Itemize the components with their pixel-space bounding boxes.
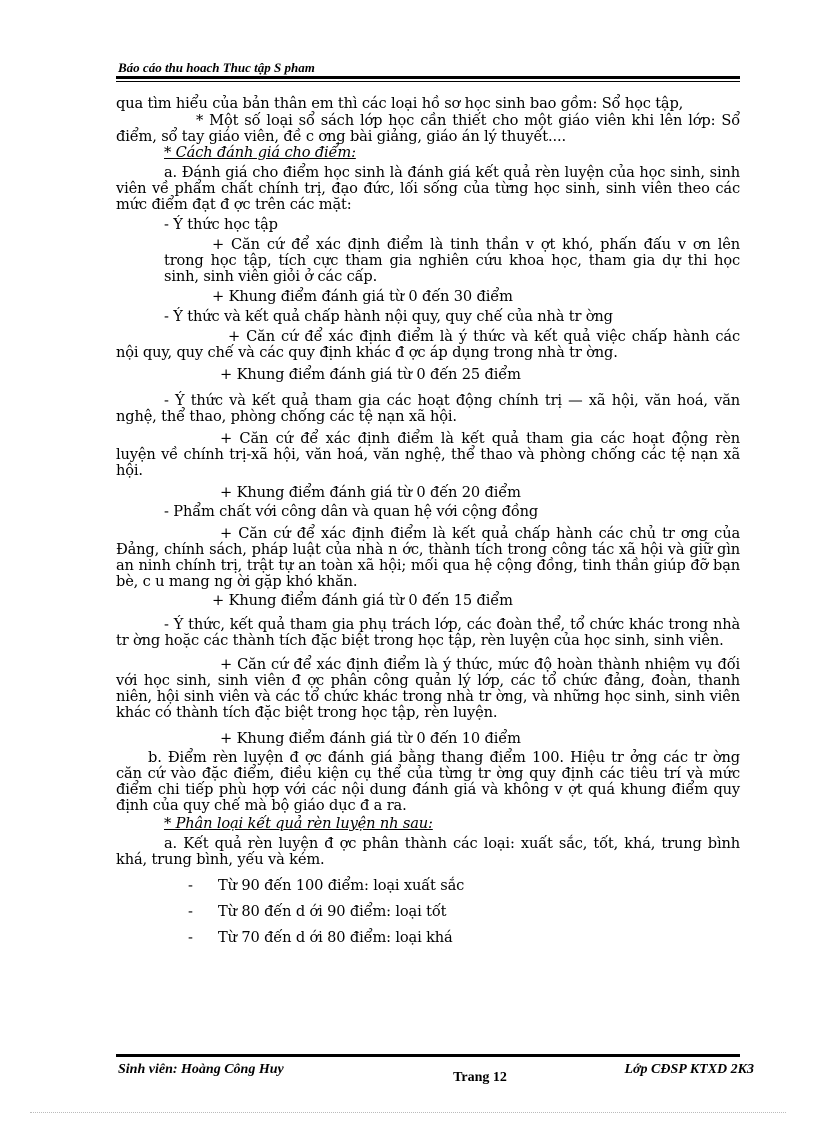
page-edge-dots [30, 1112, 786, 1113]
paragraph: * Một số loại sổ sách lớp học cần thiết cho một giáo viên khi lên lớp: Sổ điểm, sổ tay giáo viên, đề c ơng bài giảng, giáo án lý thuyết.... [116, 112, 740, 145]
criterion-basis: + Căn cứ để xác định điểm là ý thức và kết quả việc chấp hành các nội quy, quy chế và các quy định khác đ ợc áp dụng trong nhà tr ờng. [116, 328, 740, 361]
page-body [116, 96, 740, 946]
list-item-text: Từ 80 đến d ới 90 điểm: loại tốt [218, 903, 447, 920]
criterion-basis: + Căn cứ để xác định điểm là ý thức, mức độ hoàn thành nhiệm vụ đối với học sinh, sinh viên đ ợc phân công quản lý lớp, các tổ chức đảng, đoàn, thanh niên, hội sinh viên và các tổ chức khác trong nhà tr ờng, và những học sinh, sinh viên khác có thành tích đặc biệt trong học tập, rèn luyện. [116, 656, 740, 721]
header-rule-thin [116, 81, 740, 82]
list-dash: - [188, 903, 193, 920]
criterion-range: + Khung điểm đánh giá từ 0 đến 10 điểm [220, 730, 521, 747]
list-dash: - [188, 929, 193, 946]
paragraph: a. Đánh giá cho điểm học sinh là đánh giá kết quả rèn luyện của học sinh, sinh viên về phẩm chất chính trị, đạo đức, lối sống của từng học sinh, sinh viên theo các mức điểm đạt đ ợc trên các mặt: [116, 164, 740, 213]
criterion-basis: + Căn cứ để xác định điểm là kết quả chấp hành các chủ tr ơng của Đảng, chính sách, pháp luật của nhà n ớc, thành tích trong công tác xã hội và giữ gìn an ninh chính trị, trật tự an toàn xã hội; mối qua hệ cộng đồng, tinh thần giúp đỡ bạn bè, c u mang ng ời gặp khó khăn. [116, 525, 740, 590]
list-item [116, 904, 740, 920]
footer-student: Sinh viên: Hoàng Công Huy [118, 1062, 284, 1077]
criterion-title: - Ý thức học tập [164, 216, 278, 233]
running-header: Báo cáo thu hoach Thuc tập S pham [118, 60, 315, 75]
criterion-basis: + Căn cứ để xác định điểm là tinh thần v ợt khó, phấn đấu v ơn lên trong học tập, tích cực tham gia nghiên cứu khoa học, tham gia dự thi học sinh, sinh viên giỏi ở các cấp. [164, 236, 740, 285]
paragraph: b. Điểm rèn luyện đ ợc đánh giá bằng thang điểm 100. Hiệu tr ởng các tr ờng căn cứ vào đặc điểm, điều kiện cụ thể của từng tr ờng quy định các tiêu trí và mức điểm chi tiếp phù hợp với các nội dung đánh giá và không v ợt quá khung điểm quy định của quy chế mà bộ giáo dục đ a ra. [116, 749, 740, 814]
criterion-range: + Khung điểm đánh giá từ 0 đến 30 điểm [212, 288, 513, 305]
list-item-text: Từ 70 đến d ới 80 điểm: loại khá [218, 929, 453, 946]
paragraph: qua tìm hiểu của bản thân em thì các loại hồ sơ học sinh bao gồm: Sổ học tập, [116, 95, 684, 112]
footer-class: Lớp CĐSP KTXD 2K3 [624, 1062, 754, 1077]
criterion-title: - Phẩm chất với công dân và quan hệ với cộng đồng [164, 503, 539, 520]
paragraph: a. Kết quả rèn luyện đ ợc phân thành các loại: xuất sắc, tốt, khá, trung bình khá, trung bình, yếu và kém. [116, 835, 740, 868]
criterion-range: + Khung điểm đánh giá từ 0 đến 15 điểm [212, 592, 513, 609]
list-dash: - [188, 877, 193, 894]
criterion-basis: + Căn cứ để xác định điểm là kết quả tham gia các hoạt động rèn luyện về chính trị-xã hội, văn hoá, văn nghệ, thể thao và phòng chống các tệ nạn xã hội. [116, 430, 740, 479]
list-item [116, 878, 740, 894]
criterion-range: + Khung điểm đánh giá từ 0 đến 20 điểm [220, 484, 521, 501]
header-rule [116, 76, 740, 79]
footer-rule [116, 1054, 740, 1057]
section-heading: * Phân loại kết quả rèn luyện nh sau: [164, 815, 433, 832]
criterion-title: - Ý thức và kết quả tham gia các hoạt động chính trị — xã hội, văn hoá, văn nghệ, thể thao, phòng chống các tệ nạn xã hội. [116, 392, 740, 425]
list-item-text: Từ 90 đến 100 điểm: loại xuất sắc [218, 877, 465, 894]
list-item [116, 930, 740, 946]
criterion-range: + Khung điểm đánh giá từ 0 đến 25 điểm [220, 366, 521, 383]
criterion-title: - Ý thức, kết quả tham gia phụ trách lớp, các đoàn thể, tổ chức khác trong nhà tr ờng hoặc các thành tích đặc biệt trong học tập, rèn luyện của học sinh, sinh viên. [116, 616, 740, 649]
section-heading: * Cách đánh giá cho điểm: [164, 144, 356, 161]
page-number: Trang 12 [453, 1070, 507, 1085]
criterion-title: - Ý thức và kết quả chấp hành nội quy, quy chế của nhà tr ờng [164, 308, 613, 325]
